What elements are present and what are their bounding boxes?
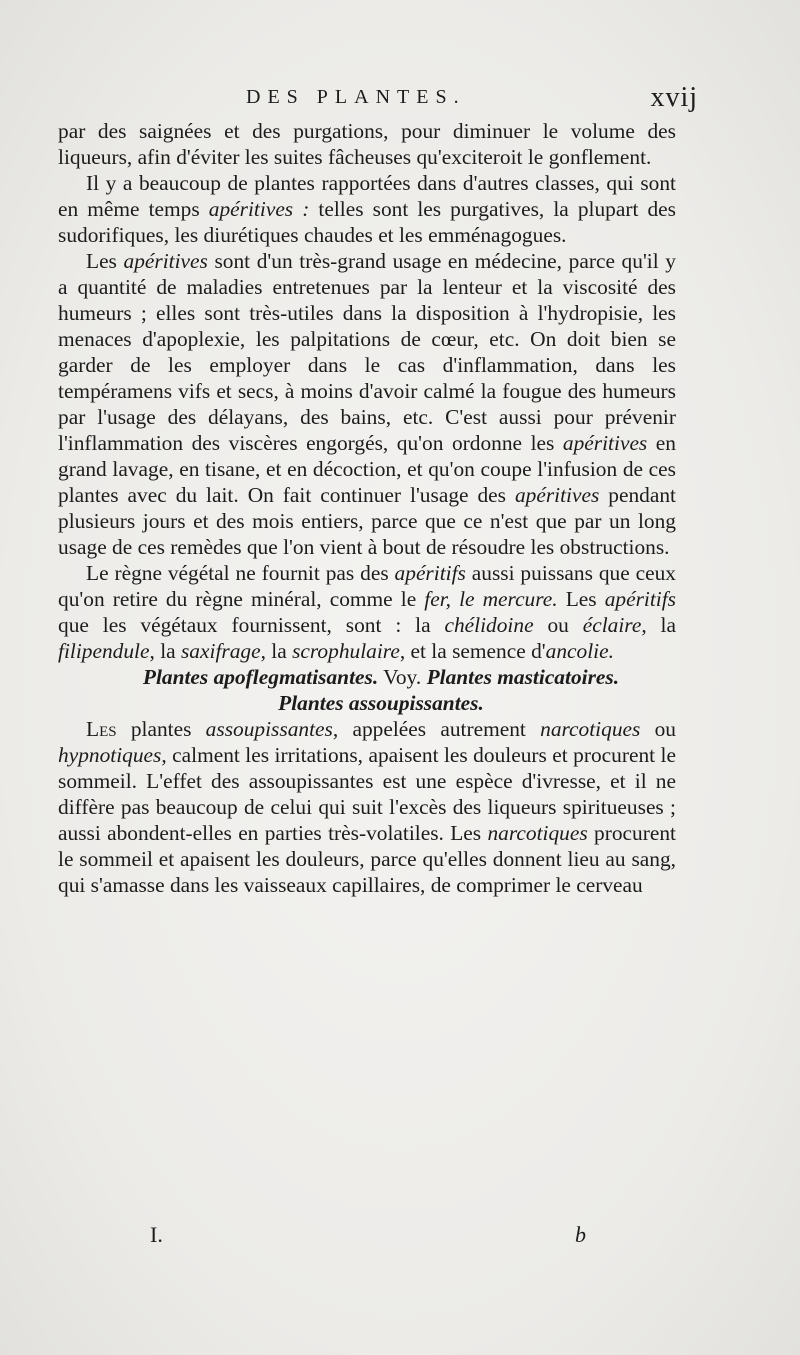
page-footer [150, 1222, 600, 1250]
paragraph: Les plantes assoupissantes, appelées autrement narcotiques ou hypnotiques, calment les irritations, apaisent les douleurs et procurent le sommeil. L'effet des assoupissantes est une espèce d'ivresse, et il ne diffère pas beaucoup de celui qui suit l'excès des liqueurs spiritueuses ; aussi abondent-elles en parties très-volatiles. Les narcotiques procurent le sommeil et apaisent les douleurs, parce qu'elles donnent lieu au sang, qui s'amasse dans les vaisseaux capillaires, de comprimer le cerveau [58, 717, 676, 897]
section-heading: Plantes assoupissantes. [278, 691, 484, 715]
page-header [86, 82, 698, 116]
cross-reference-heading: Plantes apoflegmatisantes. Voy. Plantes masticatoires. [142, 665, 620, 689]
running-head: DES PLANTES. [246, 86, 466, 108]
paragraph: Le règne végétal ne fournit pas des apéritifs aussi puissans que ceux qu'on retire du règne minéral, comme le fer, le mercure. Les apéritifs que les végétaux fournissent, sont : la chélidoine ou éclaire, la filipendule, la saxifrage, la scrophulaire, et la semence d'ancolie. [58, 561, 676, 663]
paragraph: Il y a beaucoup de plantes rapportées dans d'autres classes, qui sont en même temps apéritives : telles sont les purgatives, la plupart des sudorifiques, les diurétiques chaudes et les emménagogues. [58, 171, 676, 247]
paragraph: par des saignées et des purgations, pour diminuer le volume des liqueurs, afin d'éviter les suites fâcheuses qu'exciteroit le gonflement. [58, 119, 676, 169]
volume-number: I. [150, 1222, 163, 1247]
paragraph: Les apéritives sont d'un très-grand usage en médecine, parce qu'il y a quantité de maladies entretenues par la lenteur et la viscosité des humeurs ; elles sont très-utiles dans la disposition à l'hydropisie, les menaces d'apoplexie, les palpitations de cœur, etc. On doit bien se garder de les employer dans le cas d'inflammation, dans les tempéramens vifs et secs, à moins d'avoir calmé la fougue des humeurs par l'usage des délayans, des bains, etc. C'est aussi pour prévenir l'inflammation des viscères engorgés, qu'on ordonne les apéritives en grand lavage, en tisane, et en décoction, et qu'on coupe l'infusion de ces plantes avec du lait. On fait continuer l'usage des apéritives pendant plusieurs jours et des mois entiers, parce que ce n'est que par un long usage de ces remèdes que l'on vient à bout de résoudre les obstructions. [58, 249, 676, 559]
page-number: xvij [650, 82, 698, 113]
signature-mark: b [575, 1222, 586, 1247]
page-body [58, 118, 676, 898]
